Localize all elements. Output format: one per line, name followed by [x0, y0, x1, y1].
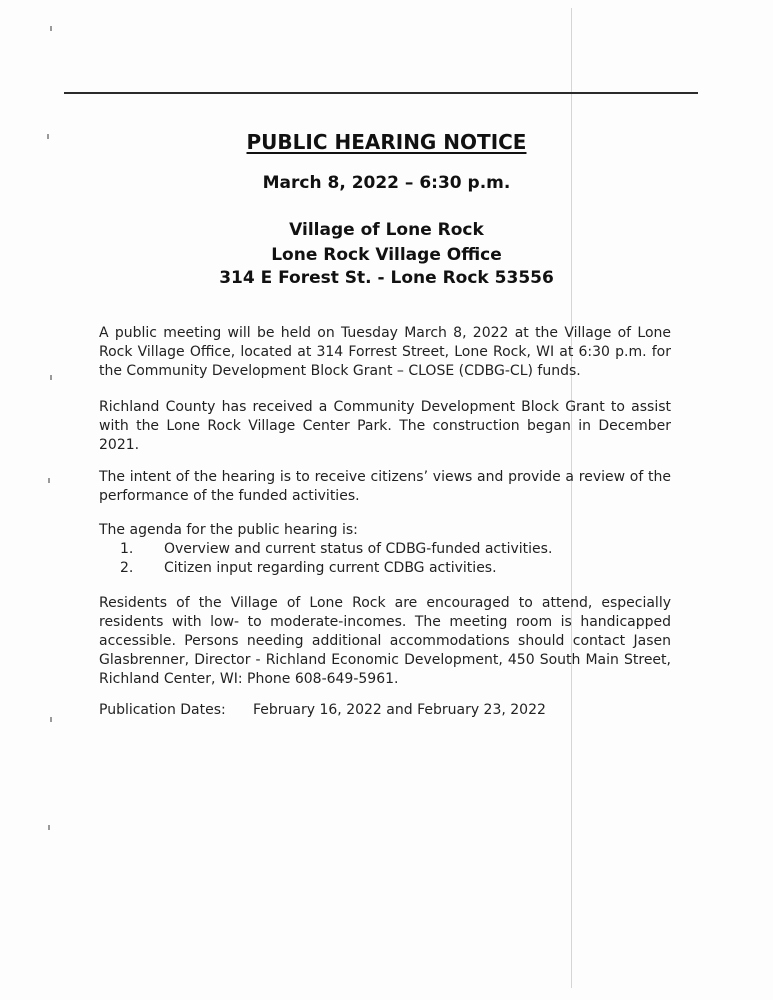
publication-dates	[99, 702, 546, 718]
notice-title: PUBLIC HEARING NOTICE	[246, 130, 527, 154]
scan-artifact	[50, 717, 52, 722]
scan-artifact	[48, 478, 50, 483]
hearing-date-time: March 8, 2022 – 6:30 p.m.	[262, 173, 511, 193]
paragraph-meeting: A public meeting will be held on Tuesday March 8, 2022 at the Village of Lone Rock Village Office, located at 314 Forrest Street, Lone Rock, WI at 6:30 p.m. for the Community Development Block Grant – CLOSE (CDBG-CL) funds.	[99, 325, 671, 379]
agenda-intro: The agenda for the public hearing is:	[99, 522, 358, 538]
publication-label: Publication Dates:	[99, 702, 226, 718]
scan-artifact	[50, 26, 52, 31]
location-address: 314 E Forest St. - Lone Rock 53556	[219, 268, 554, 288]
scan-artifact	[48, 825, 50, 830]
scan-artifact	[50, 375, 52, 380]
agenda-item-number: 1.	[120, 541, 134, 557]
agenda-item	[120, 560, 497, 576]
paragraph-residents: Residents of the Village of Lone Rock are encouraged to attend, especially residents with low- to moderate-incomes. The meeting room is handicapped accessible. Persons needing additional accommodations should contact Jasen Glasbrenner, Director - Richland Economic Development, 450 South Main Street, Richland Center, WI: Phone 608-649-5961.	[99, 595, 671, 687]
location-village: Village of Lone Rock	[289, 220, 484, 240]
paragraph-grant: Richland County has received a Community Development Block Grant to assist with the Lone Rock Village Center Park. The construction began in December 2021.	[99, 399, 671, 453]
agenda-item-text: Overview and current status of CDBG-funded activities.	[164, 541, 553, 557]
publication-dates-value: February 16, 2022 and February 23, 2022	[253, 702, 546, 718]
paragraph-intent: The intent of the hearing is to receive citizens’ views and provide a review of the performance of the funded activities.	[99, 469, 671, 504]
agenda-item-number: 2.	[120, 560, 134, 576]
header-rule	[64, 92, 698, 94]
location-office: Lone Rock Village Office	[271, 245, 502, 265]
agenda-item	[120, 541, 552, 557]
agenda-item-text: Citizen input regarding current CDBG activities.	[164, 560, 497, 576]
